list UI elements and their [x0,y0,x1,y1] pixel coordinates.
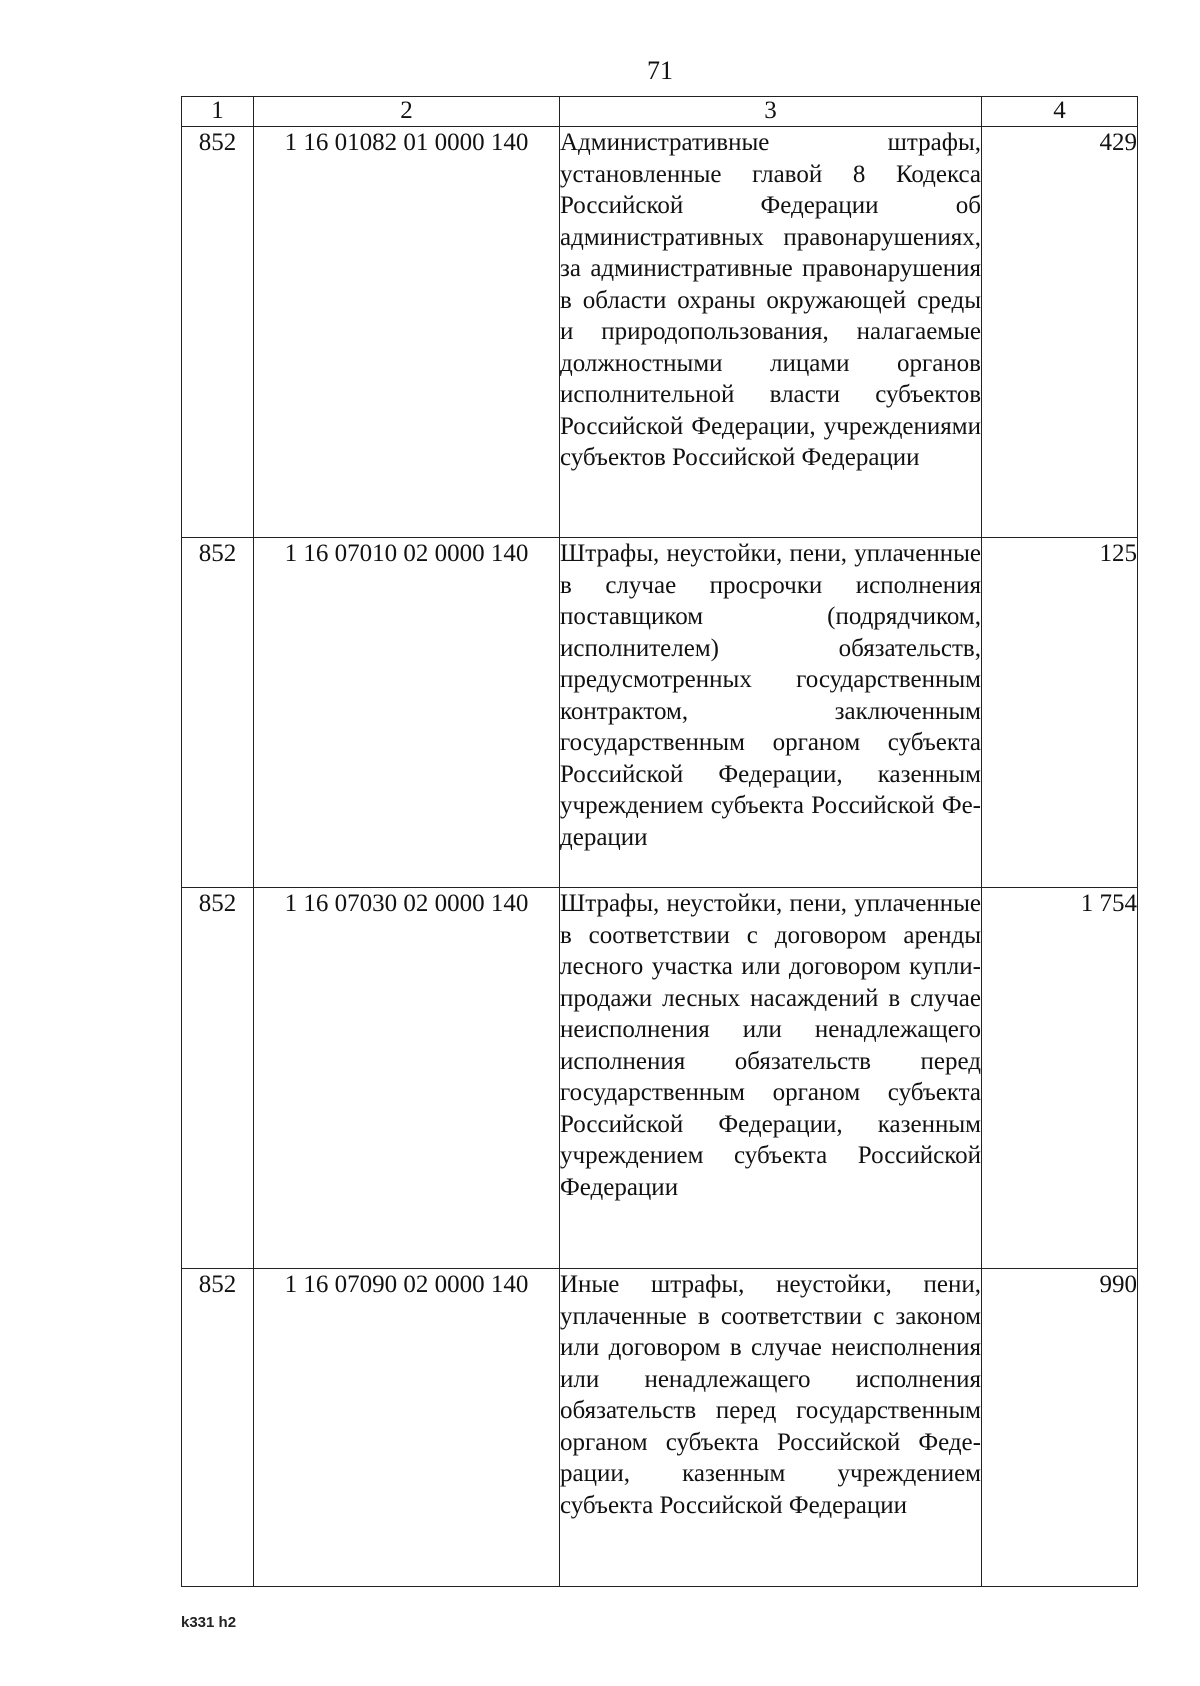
kbk-code-cell: 1 16 07090 02 0000 140 [254,1269,560,1587]
admin-code-cell: 852 [182,888,254,1269]
admin-code-cell: 852 [182,1269,254,1587]
table-row [182,538,1138,888]
budget-revenue-table [181,96,1138,1587]
table-row [182,888,1138,1269]
page-number: 71 [647,56,673,85]
amount-cell: 1 754 [982,888,1138,1269]
amount-cell: 990 [982,1269,1138,1587]
column-header-2: 2 [254,97,560,127]
admin-code-cell: 852 [182,127,254,538]
admin-code-cell: 852 [182,538,254,888]
amount-cell: 429 [982,127,1138,538]
description-cell: Иные штрафы, неустойки, пени, уплаченные в соответствии с законом или договором в случае неисполнения или ненадлежащего исполнения обязательств перед государственным органом субъекта Российской Федерации, казенным учреждением субъекта Российской Федерации [560,1269,982,1587]
kbk-code-cell: 1 16 07030 02 0000 140 [254,888,560,1269]
table-row [182,1269,1138,1587]
kbk-code-cell: 1 16 01082 01 0000 140 [254,127,560,538]
column-header-1: 1 [182,97,254,127]
description-cell: Штрафы, неустойки, пени, уплаченные в соответствии с договором аренды лесного участка или договором купли-продажи лесных насаждений в случае неисполнения или ненадлежащего исполнения обязательств перед государственным органом субъекта Российской Федерации, казенным учреждением субъекта Российской Федерации [560,888,982,1269]
column-header-4: 4 [982,97,1138,127]
amount-cell: 125 [982,538,1138,888]
description-cell: Административные штрафы, установленные главой 8 Кодекса Российской Федерации об административных правонарушениях, за административные правонарушения в области охраны окружающей среды и природопользования, налагаемые должностными лицами органов исполнительной власти субъектов Российской Федерации, учреждениями субъектов Российской Федерации [560,127,982,538]
description-cell: Штрафы, неустойки, пени, уплаченные в случае просрочки исполнения поставщиком (подрядчиком, исполнителем) обязательств, предусмотренных государственным контрактом, заключенным государственным органом субъекта Российской Федерации, казенным учреждением субъекта Российской Федерации [560,538,982,888]
kbk-code-cell: 1 16 07010 02 0000 140 [254,538,560,888]
column-header-3: 3 [560,97,982,127]
table-header-row [182,97,1138,127]
document-code-mark: k331 h2 [181,1614,237,1631]
table-row [182,127,1138,538]
